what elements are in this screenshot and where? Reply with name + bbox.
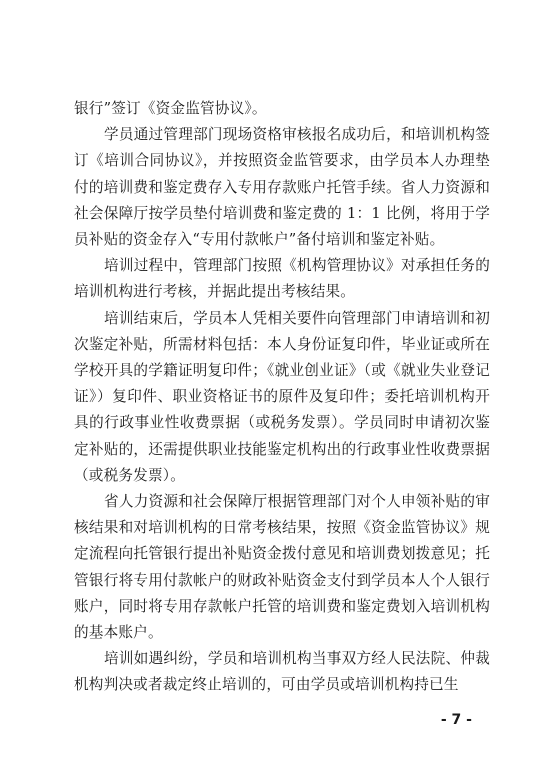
paragraph-5: 省人力资源和社会保障厅根据管理部门对个人申领补贴的审核结果和对培训机构的日常考核结果，按照《资金监管协议》规定流程向托管银行提出补贴资金拨付意见和培训费划拨意见；托管银行将专用付款帐户的财政补贴资金支付到学员本人个人银行账户，同时将专用存款帐户托管的培训费和鉴定费划入培训机构的基本账户。 — [74, 493, 490, 642]
body-text — [74, 96, 490, 699]
paragraph-6: 培训如遇纠纷，学员和培训机构当事双方经人民法院、仲裁机构判决或者裁定终止培训的，可由学员或培训机构持已生 — [74, 650, 490, 694]
paragraph-2: 学员通过管理部门现场资格审核报名成功后，和培训机构签订《培训合同协议》，并按照资金监管要求，由学员本人办理垫付的培训费和鉴定费存入专用存款账户托管手续。省人力资源和社会保障厅按学员垫付培训费和鉴定费的 1：1 比例，将用于学员补贴的资金存入“专用付款帐户”备付培训和鉴定补贴。 — [74, 126, 490, 249]
paragraph-1: 银行”签订《资金监管协议》。 — [74, 100, 267, 117]
paragraph-4: 培训结束后，学员本人凭相关要件向管理部门申请培训和初次鉴定补贴，所需材料包括：本人身份证复印件，毕业证或所在学校开具的学籍证明复印件；《就业创业证》（或《就业失业登记证》）复印件、职业资格证书的原件及复印件；委托培训机构开具的行政事业性收费票据（或税务发票）。学员同时申请初次鉴定补贴的，还需提供职业技能鉴定机构出的行政事业性收费票据（或税务发票）。 — [74, 309, 490, 484]
page-number: - 7 - — [440, 712, 472, 728]
paragraph-3: 培训过程中，管理部门按照《机构管理协议》对承担任务的培训机构进行考核，并据此提出考核结果。 — [74, 257, 490, 301]
